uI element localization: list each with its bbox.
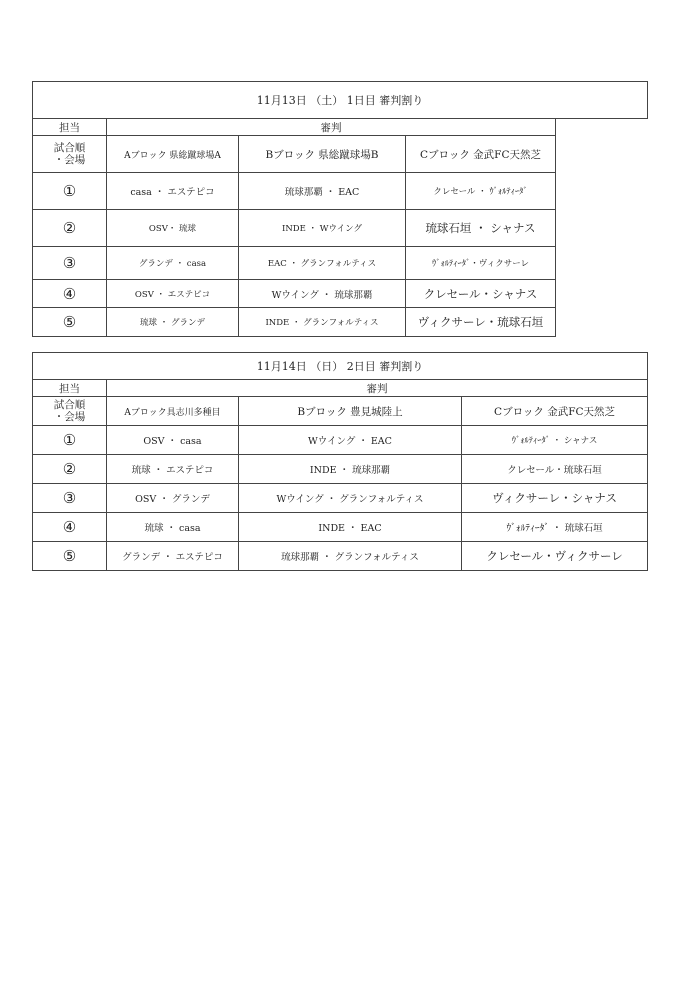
day2-venue-b: Bブロック 豊見城陸上: [239, 397, 462, 426]
day1-venue-a: Aブロック 県総蹴球場A: [107, 136, 239, 173]
day2-match-b: Wウイング ・ グランフォルティス: [239, 484, 462, 513]
day1-match-num: ①: [33, 173, 107, 210]
day1-match-a: OSV・ 琉球: [107, 210, 239, 247]
day1-match-b: INDE ・ Wウイング: [239, 210, 406, 247]
day2-match-a: 琉球 ・ casa: [107, 513, 239, 542]
day1-match-c: ｳﾞｫﾙﾃｨｰﾀﾞ・ヴィクサーレ: [406, 247, 556, 280]
day2-match-b: 琉球那覇 ・ グランフォルティス: [239, 542, 462, 571]
day1-tanto-label: 担当: [33, 119, 107, 136]
day2-match-c: クレセール・ヴィクサーレ: [462, 542, 648, 571]
day2-match-a: OSV ・ casa: [107, 426, 239, 455]
day1-match-num: ⑤: [33, 308, 107, 337]
day1-venue-b: Bブロック 県総蹴球場B: [239, 136, 406, 173]
day2-match-a: OSV ・ グランデ: [107, 484, 239, 513]
day1-title: 11月13日 （土） 1日目 審判割り: [33, 82, 648, 119]
day1-match-b: 琉球那覇 ・ EAC: [239, 173, 406, 210]
day1-shinpan-label: 審判: [107, 119, 556, 136]
day2-match-c: ｳﾞｫﾙﾃｨｰﾀﾞ ・ シャナス: [462, 426, 648, 455]
day2-shinpan-label: 審判: [107, 380, 648, 397]
day2-match-num: ①: [33, 426, 107, 455]
day1-match-b: INDE ・ グランフォルティス: [239, 308, 406, 337]
day1-referee-table: [32, 81, 648, 337]
day1-match-num: ④: [33, 280, 107, 308]
day1-row-header: 試合順 ・会場: [33, 136, 107, 173]
day2-match-a: グランデ ・ エステピコ: [107, 542, 239, 571]
day1-match-a: casa ・ エステピコ: [107, 173, 239, 210]
day2-venue-a: Aブロック具志川多種目: [107, 397, 239, 426]
day2-venue-c: Cブロック 金武FC天然芝: [462, 397, 648, 426]
day2-referee-table: [32, 352, 648, 571]
day2-match-num: ⑤: [33, 542, 107, 571]
day2-match-num: ③: [33, 484, 107, 513]
day2-match-b: INDE ・ 琉球那覇: [239, 455, 462, 484]
day1-match-a: 琉球 ・ グランデ: [107, 308, 239, 337]
day2-match-c: クレセール・琉球石垣: [462, 455, 648, 484]
day1-match-num: ③: [33, 247, 107, 280]
day1-match-c: ヴィクサーレ・琉球石垣: [406, 308, 556, 337]
day2-match-b: INDE ・ EAC: [239, 513, 462, 542]
day1-match-a: OSV ・ エステピコ: [107, 280, 239, 308]
day1-match-c: クレセール・シャナス: [406, 280, 556, 308]
day2-match-a: 琉球 ・ エステピコ: [107, 455, 239, 484]
day1-venue-c: Cブロック 金武FC天然芝: [406, 136, 556, 173]
day1-match-a: グランデ ・ casa: [107, 247, 239, 280]
day2-match-b: Wウイング ・ EAC: [239, 426, 462, 455]
day2-match-c: ｳﾞｫﾙﾃｨｰﾀﾞ ・ 琉球石垣: [462, 513, 648, 542]
day2-row-header: 試合順 ・会場: [33, 397, 107, 426]
day1-match-num: ②: [33, 210, 107, 247]
day2-match-num: ②: [33, 455, 107, 484]
day2-title: 11月14日 （日） 2日目 審判割り: [33, 353, 648, 380]
day1-match-c: クレセール ・ ｳﾞｫﾙﾃｨｰﾀﾞ: [406, 173, 556, 210]
day1-match-b: EAC ・ グランフォルティス: [239, 247, 406, 280]
day1-match-c: 琉球石垣 ・ シャナス: [406, 210, 556, 247]
day2-tanto-label: 担当: [33, 380, 107, 397]
day1-match-b: Wウイング ・ 琉球那覇: [239, 280, 406, 308]
day2-match-c: ヴィクサーレ・シャナス: [462, 484, 648, 513]
day2-match-num: ④: [33, 513, 107, 542]
